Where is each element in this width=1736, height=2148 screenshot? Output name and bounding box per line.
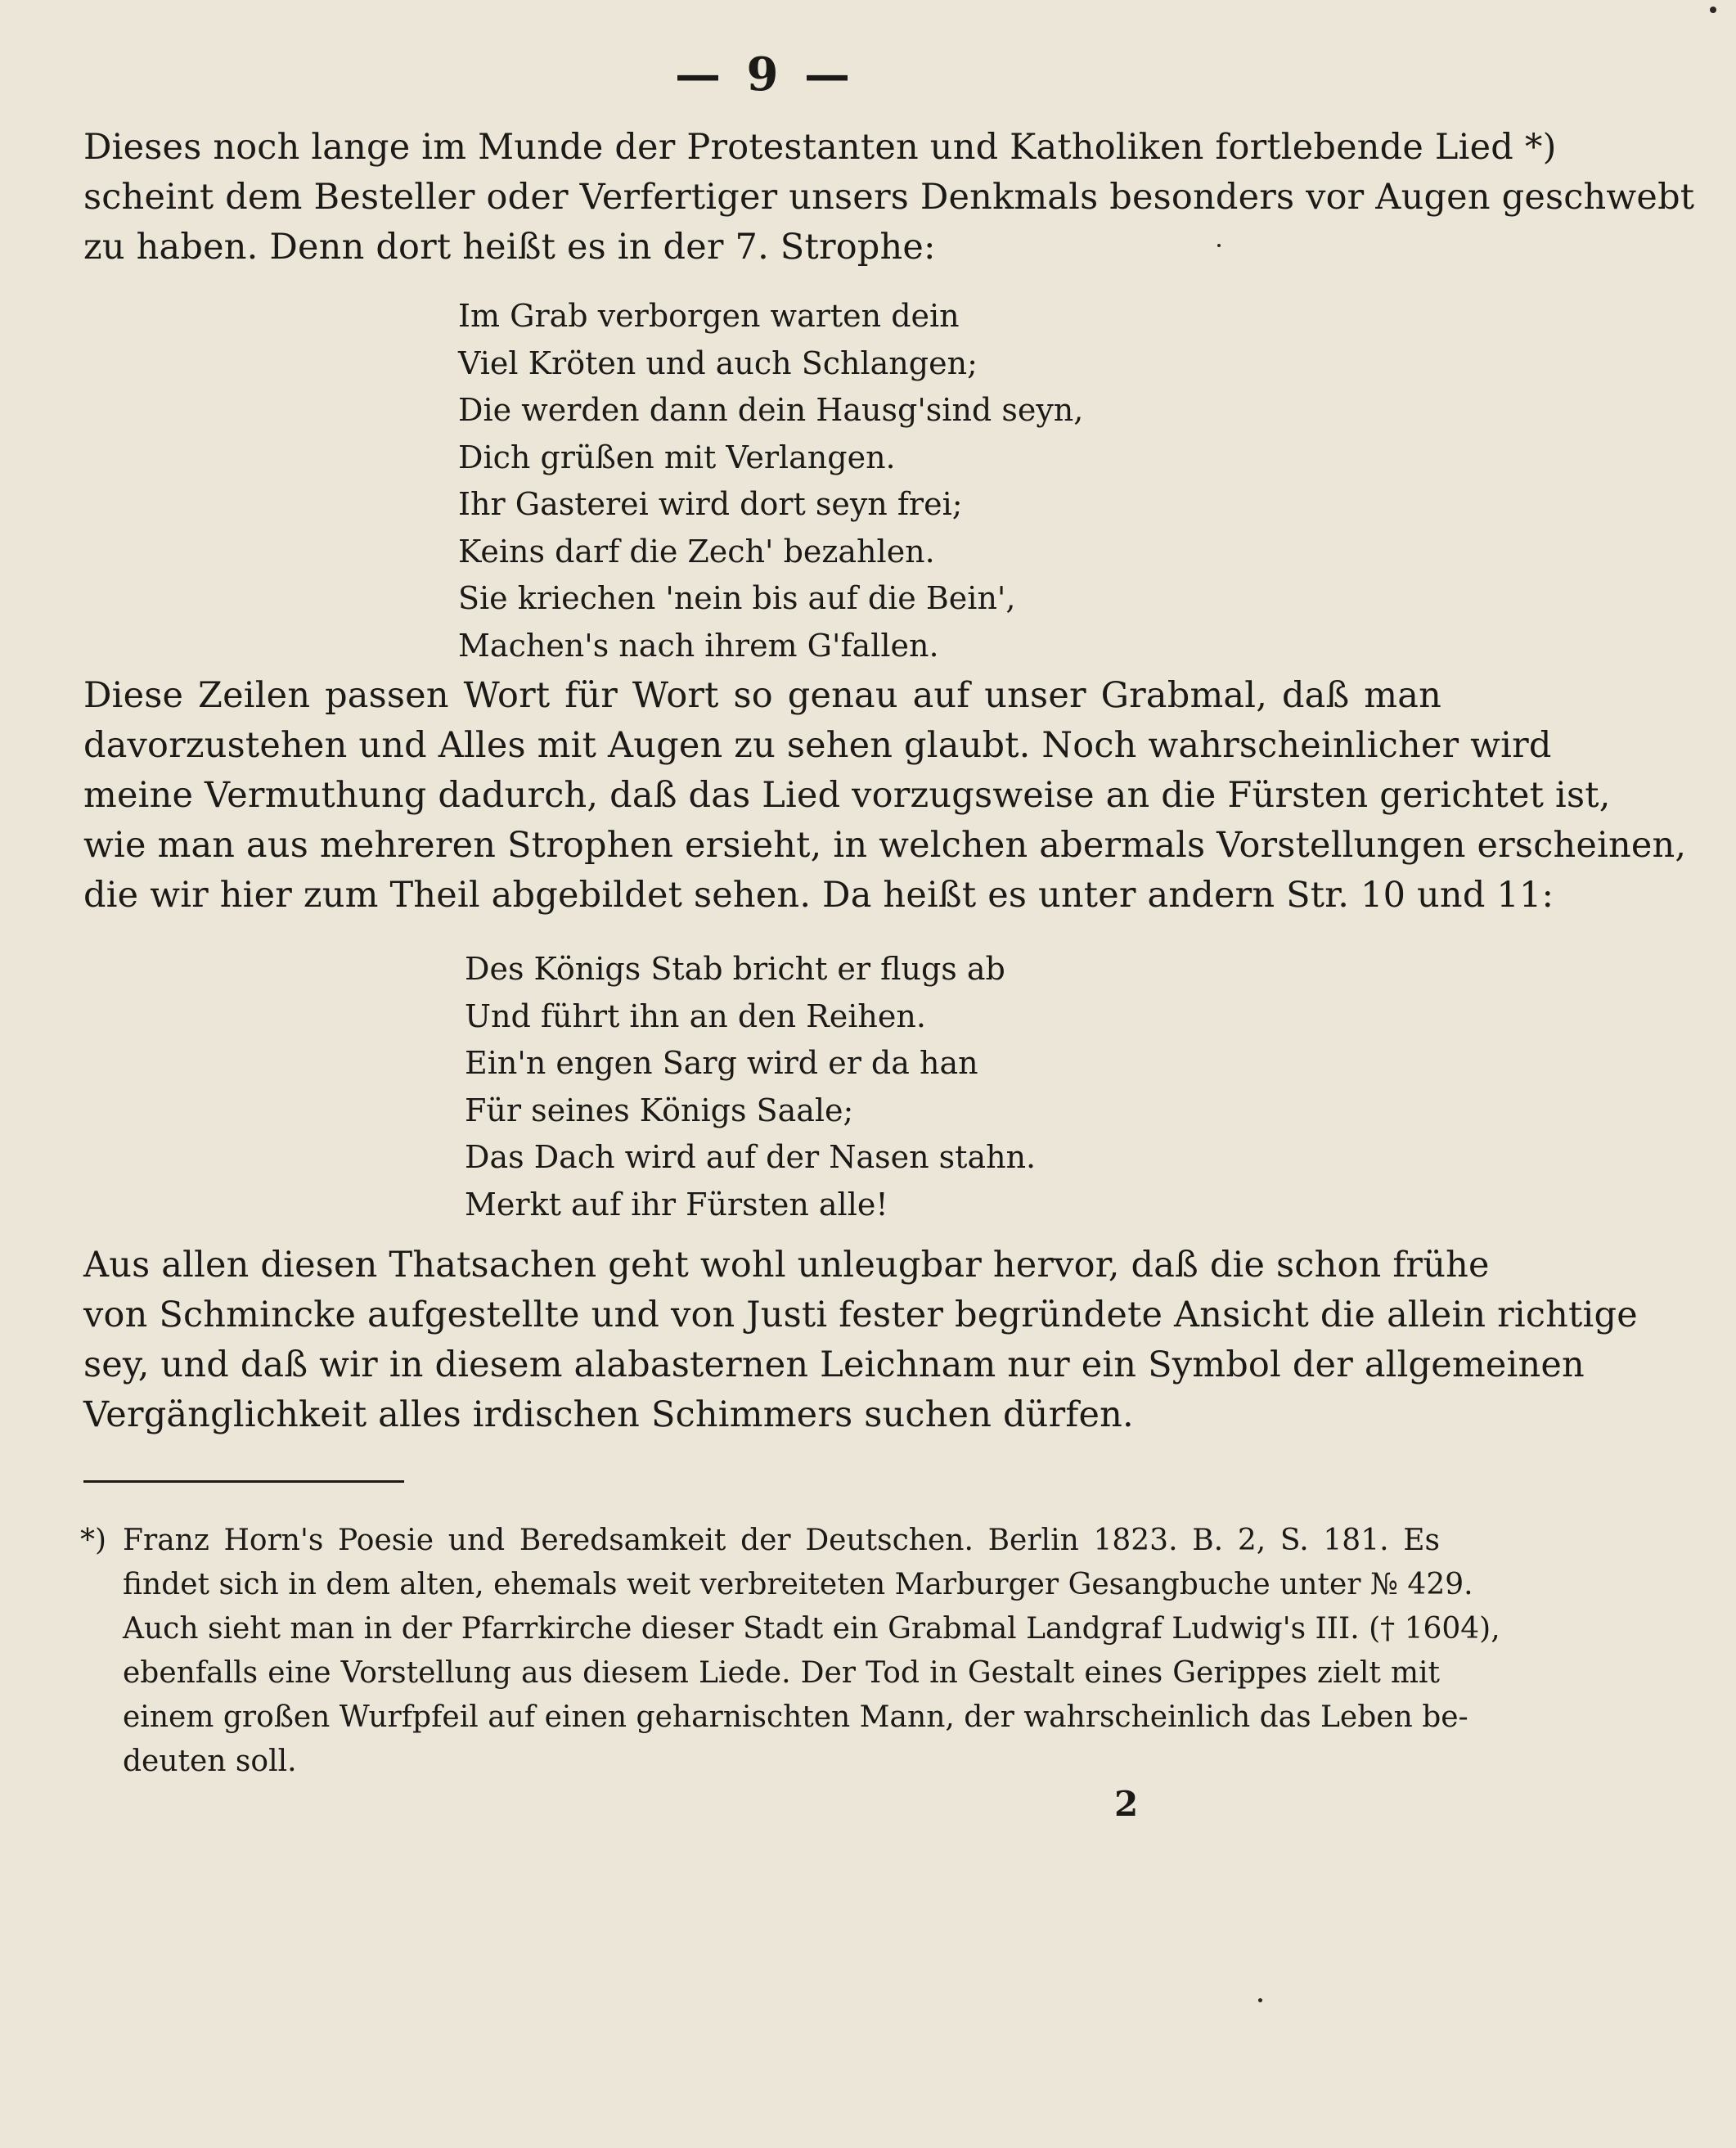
- verse-line: Des Königs Stab bricht er flugs ab: [465, 951, 1005, 987]
- verse-line: Ihr Gasterei wird dort seyn frei;: [458, 486, 963, 522]
- paragraph-2: [83, 671, 1687, 921]
- footnote-line: einem großen Wurfpfeil auf einen geharnischten Mann, der wahrscheinlich das Leben be-: [123, 1700, 1468, 1734]
- footnote-line: Franz Horn's Poesie und Beredsamkeit der Deutschen. Berlin 1823. B. 2, S. 181. Es: [123, 1524, 1440, 1557]
- verse-line: Und führt ihn an den Reihen.: [465, 997, 926, 1034]
- verse-strophes-10-11: [465, 946, 1036, 1228]
- paragraph-line: Aus allen diesen Thatsachen geht wohl unleugbar hervor, daß die schon frühe: [83, 1245, 1490, 1286]
- verse-line: Dich grüßen mit Verlangen.: [458, 439, 896, 475]
- paragraph-line: die wir hier zum Theil abgebildet sehen. Da heißt es unter andern Str. 10 und 11:: [83, 875, 1554, 916]
- verse-line: Für seines Königs Saale;: [465, 1092, 854, 1128]
- footnote-line: deuten soll.: [123, 1745, 297, 1778]
- paragraph-3: [83, 1241, 1638, 1440]
- paragraph-line: meine Vermuthung dadurch, daß das Lied vorzugsweise an die Fürsten gerichtet ist,: [83, 775, 1611, 816]
- verse-line: Im Grab verborgen warten dein: [458, 298, 960, 334]
- footnote-divider: [83, 1480, 404, 1483]
- paragraph-line: Vergänglichkeit alles irdischen Schimmers suchen dürfen.: [83, 1394, 1134, 1435]
- printer-signature-mark: 2: [1114, 1784, 1139, 1824]
- paragraph-line: zu haben. Denn dort heißt es in der 7. Strophe:: [83, 227, 936, 268]
- verse-line: Machen's nach ihrem G'fallen.: [458, 627, 939, 664]
- verse-line: Ein'n engen Sarg wird er da han: [465, 1045, 978, 1081]
- paragraph-line: davorzustehen und Alles mit Augen zu sehen glaubt. Noch wahrscheinlicher wird: [83, 725, 1552, 766]
- page-number: — 9 —: [675, 47, 855, 101]
- verse-line: Sie kriechen 'nein bis auf die Bein',: [458, 580, 1016, 616]
- footnote-marker: *): [80, 1524, 107, 1557]
- paragraph-line: Diese Zeilen passen Wort für Wort so genau auf unser Grabmal, daß man: [83, 675, 1441, 716]
- paragraph-line: wie man aus mehreren Strophen ersieht, in welchen abermals Vorstellungen erscheinen,: [83, 825, 1687, 866]
- scan-speck: [1217, 244, 1221, 247]
- verse-line: Das Dach wird auf der Nasen stahn.: [465, 1139, 1037, 1175]
- scan-speck: [1258, 1998, 1262, 2002]
- verse-line: Viel Kröten und auch Schlangen;: [458, 344, 978, 381]
- footnote-line: Auch sieht man in der Pfarrkirche dieser Stadt ein Grabmal Landgraf Ludwig's III. († 1604),: [123, 1612, 1500, 1646]
- paragraph-line: Dieses noch lange im Munde der Protestanten und Katholiken fortlebende Lied *): [83, 127, 1557, 168]
- paragraph-1: [83, 123, 1695, 272]
- paragraph-line: scheint dem Besteller oder Verfertiger unsers Denkmals besonders vor Augen geschwebt: [83, 177, 1695, 218]
- verse-line: Die werden dann dein Hausg'sind seyn,: [458, 392, 1084, 428]
- paragraph-line: von Schmincke aufgestellte und von Justi fester begründete Ansicht die allein richtige: [83, 1295, 1638, 1335]
- verse-line: Merkt auf ihr Fürsten alle!: [465, 1186, 888, 1223]
- scan-speck: [1710, 7, 1716, 13]
- verse-strophe-7: [458, 293, 1083, 669]
- footnote: [80, 1519, 1500, 1784]
- verse-line: Keins darf die Zech' bezahlen.: [458, 533, 935, 570]
- footnote-line: findet sich in dem alten, ehemals weit verbreiteten Marburger Gesangbuche unter № 429.: [123, 1568, 1473, 1601]
- footnote-line: ebenfalls eine Vorstellung aus diesem Liede. Der Tod in Gestalt eines Gerippes zielt mit: [123, 1656, 1440, 1690]
- paragraph-line: sey, und daß wir in diesem alabasternen Leichnam nur ein Symbol der allgemeinen: [83, 1344, 1585, 1385]
